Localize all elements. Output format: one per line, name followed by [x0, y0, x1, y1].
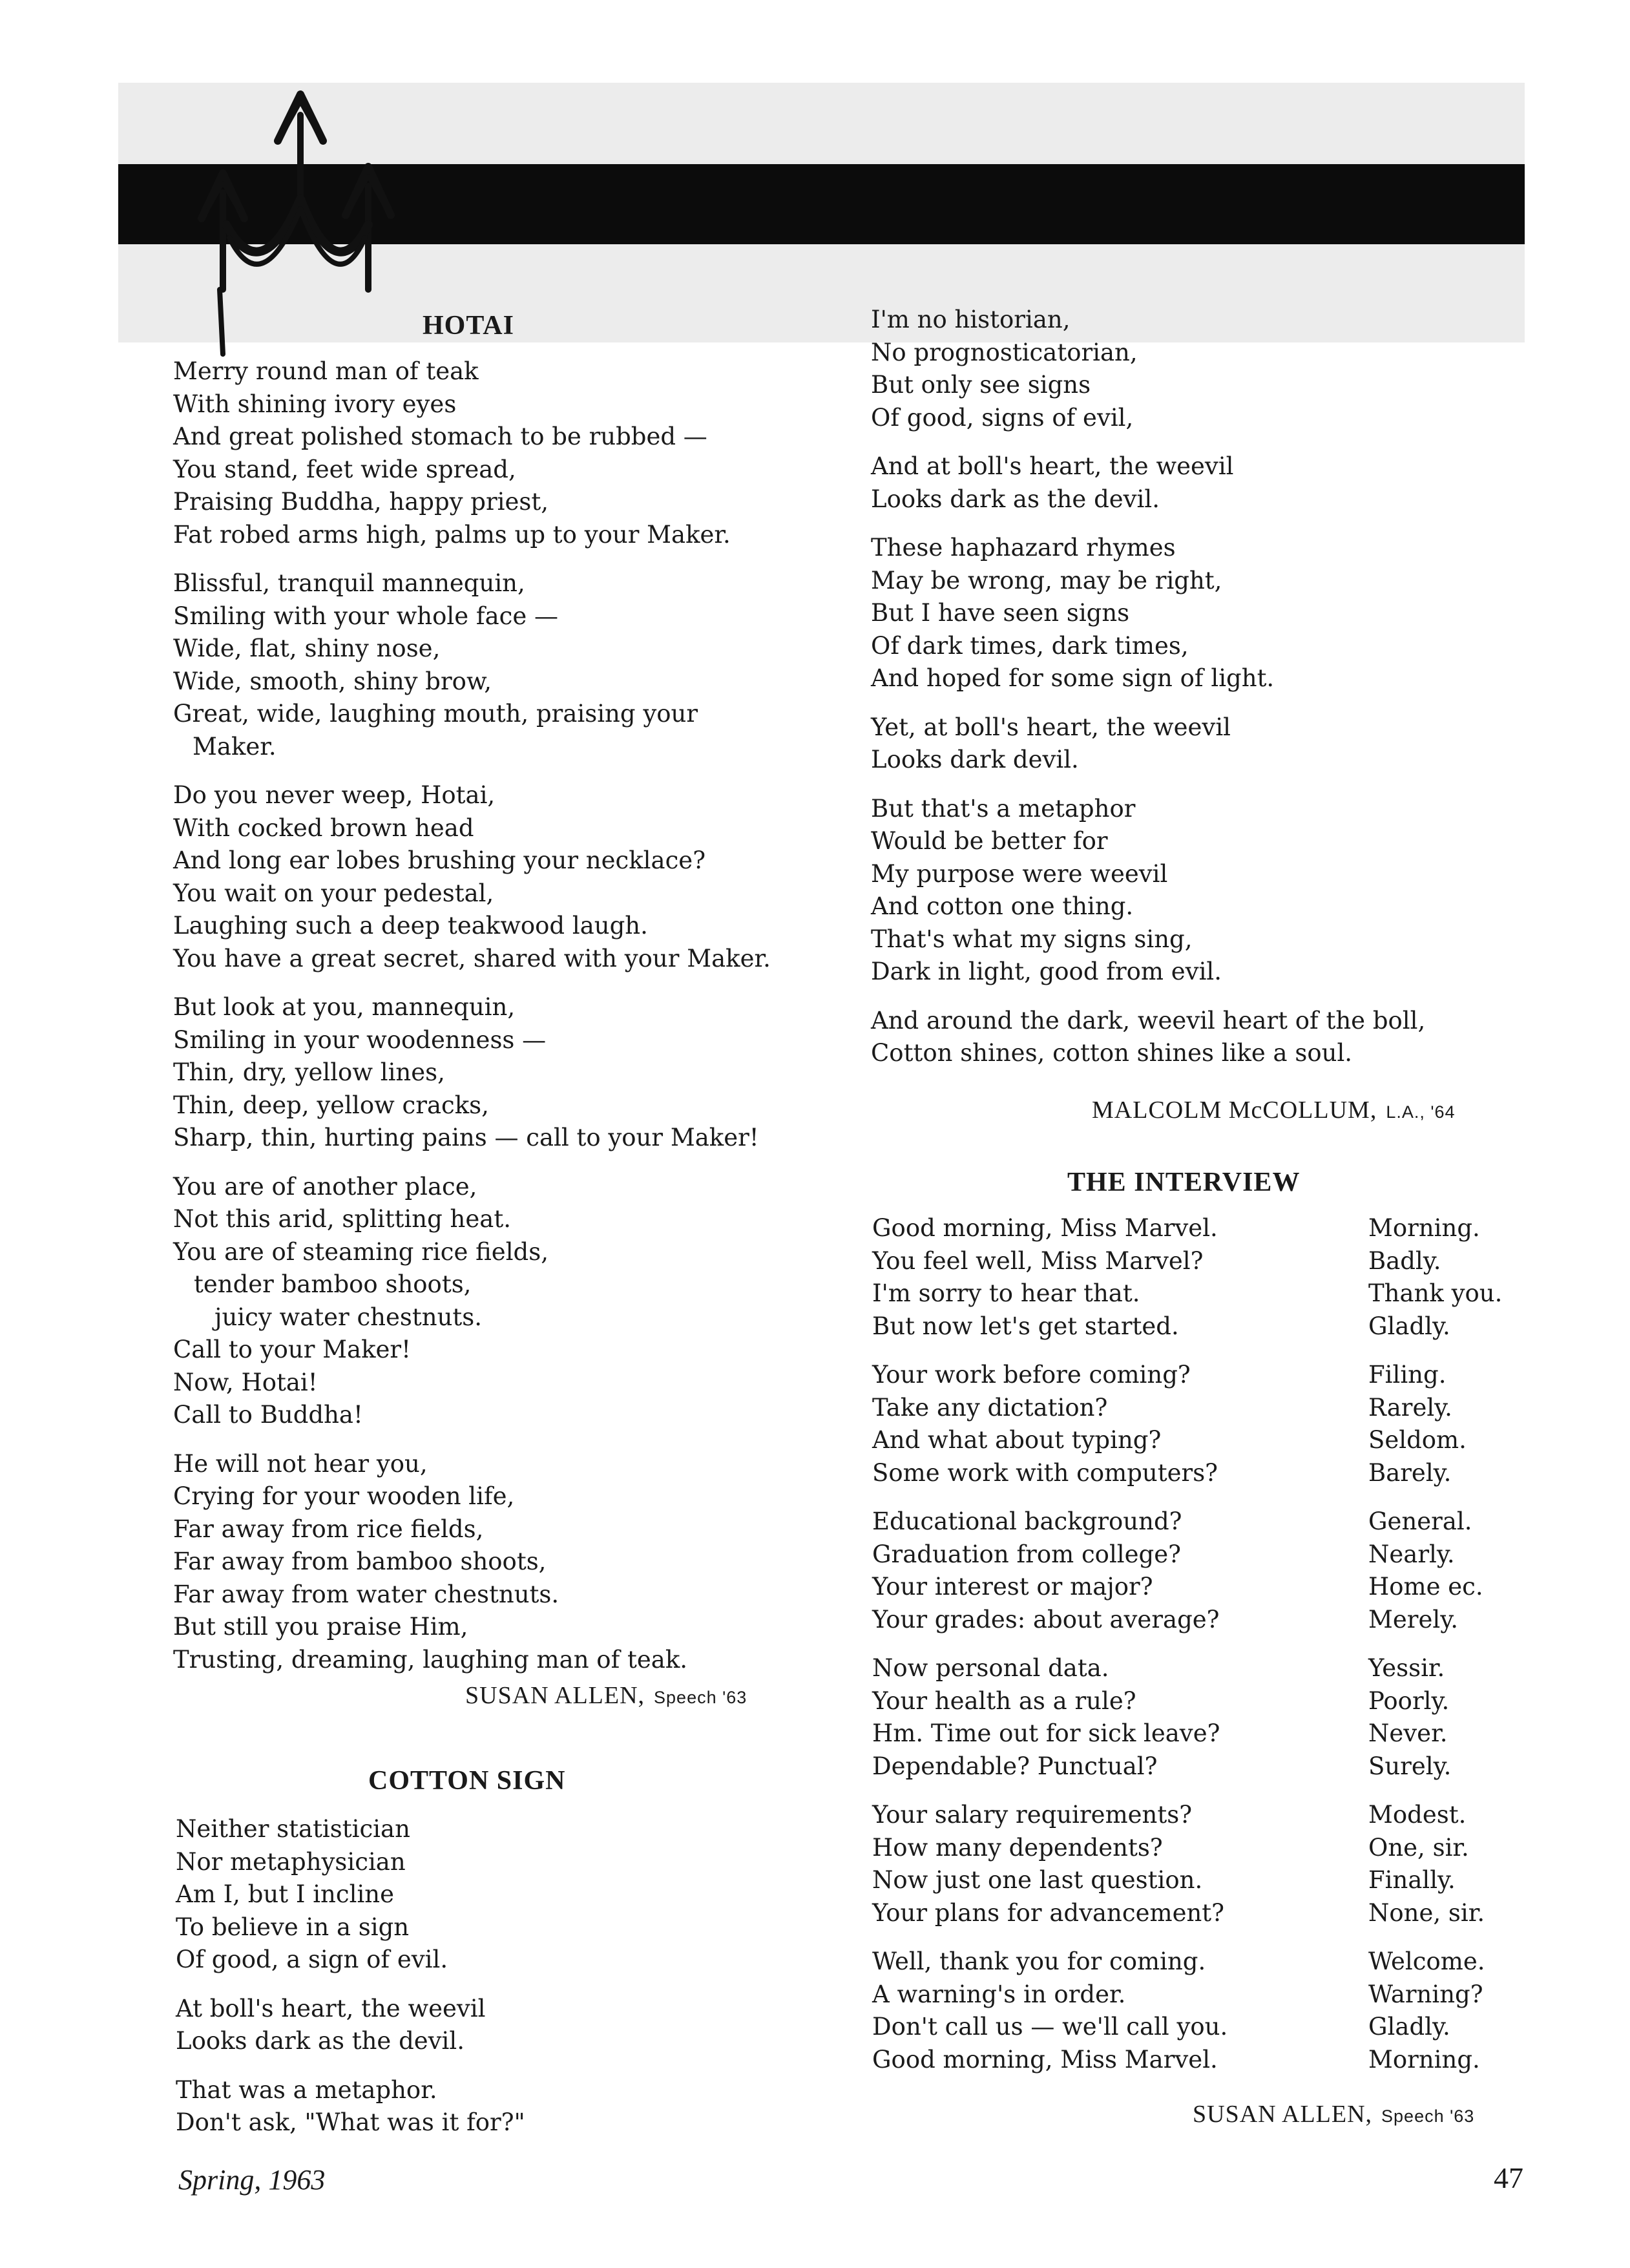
- poem-line: May be wrong, may be right,: [871, 566, 1222, 594]
- author-dept: Speech '63: [654, 1688, 747, 1707]
- poem-cotton-sign-part2: [871, 304, 1543, 1086]
- poem-line: Call to your Maker!: [173, 1336, 411, 1363]
- reply-line: Seldom.: [1368, 1426, 1467, 1454]
- dialogue-row: [872, 1652, 1531, 1685]
- poem-line: That was a metaphor.: [176, 2075, 437, 2104]
- poem-line: tender bamboo shoots,: [194, 1270, 472, 1298]
- page-number: 47: [1494, 2161, 1523, 2194]
- poem-line: Dark in light, good from evil.: [871, 958, 1222, 985]
- author-name: MALCOLM McCOLLUM,: [1092, 1097, 1377, 1124]
- interviewer-line: Hm. Time out for sick leave?: [872, 1719, 1220, 1747]
- interviewer-line: Take any dictation?: [872, 1393, 1108, 1422]
- poem-line: These haphazard rhymes: [871, 534, 1176, 562]
- poem-line: Praising Buddha, happy priest,: [173, 488, 549, 516]
- poem-cotton-sign-part1: [176, 1813, 822, 2156]
- poem-line: Maker.: [193, 732, 277, 761]
- stanza: [871, 304, 1543, 434]
- interviewer-line: Your interest or major?: [872, 1573, 1153, 1601]
- poem-line: Of dark times, dark times,: [871, 631, 1189, 660]
- reply-line: Morning.: [1368, 1214, 1480, 1242]
- reply-line: Merely.: [1368, 1605, 1458, 1633]
- poem-line: Thin, dry, yellow lines,: [173, 1058, 445, 1086]
- dialogue-row: [872, 1424, 1531, 1457]
- stanza: [871, 532, 1543, 695]
- interviewer-line: And what about typing?: [872, 1426, 1162, 1454]
- poem-line: Thin, deep, yellow cracks,: [173, 1091, 489, 1119]
- interviewer-line: Well, thank you for coming.: [872, 1948, 1206, 1975]
- stanza: [872, 1506, 1531, 1636]
- interviewer-line: You feel well, Miss Marvel?: [872, 1246, 1204, 1275]
- dialogue-row: [872, 1717, 1531, 1750]
- dialogue-row: [872, 1685, 1531, 1718]
- interviewer-line: I'm sorry to hear that.: [872, 1279, 1140, 1307]
- stanza: [872, 1652, 1531, 1783]
- poem-title-cotton-sign: COTTON SIGN: [368, 1766, 566, 1796]
- reply-line: Badly.: [1368, 1246, 1441, 1275]
- interviewer-line: Now personal data.: [872, 1654, 1109, 1682]
- poem-line: Would be better for: [871, 827, 1108, 855]
- interviewer-line: Your work before coming?: [872, 1361, 1191, 1389]
- stanza: [872, 1212, 1531, 1343]
- poem-line: My purpose were weevil: [871, 859, 1168, 888]
- reply-line: Nearly.: [1368, 1540, 1455, 1568]
- poem-line: You have a great secret, shared with your Maker.: [173, 944, 771, 972]
- poem-line: And great polished stomach to be rubbed —: [173, 423, 707, 450]
- dialogue-row: [872, 1571, 1531, 1604]
- poem-line: You stand, feet wide spread,: [173, 455, 516, 483]
- poem-line: Looks dark devil.: [871, 746, 1079, 773]
- interviewer-line: Dependable? Punctual?: [872, 1752, 1158, 1780]
- interviewer-line: Educational background?: [872, 1507, 1182, 1535]
- stanza: [173, 1171, 832, 1432]
- reply-line: Gladly.: [1368, 2013, 1450, 2041]
- reply-line: Welcome.: [1368, 1948, 1485, 1975]
- poem-line: And around the dark, weevil heart of the boll,: [871, 1006, 1426, 1034]
- stanza: [173, 355, 832, 551]
- stanza: [871, 450, 1543, 516]
- stanza: [173, 567, 832, 763]
- dialogue-row: [872, 1392, 1531, 1425]
- stanza: [176, 2074, 822, 2139]
- reply-line: Yessir.: [1368, 1654, 1445, 1682]
- reply-line: Morning.: [1368, 2045, 1480, 2074]
- byline-interview: [1193, 2100, 1474, 2128]
- poem-line: Far away from bamboo shoots,: [173, 1548, 547, 1575]
- poem-line: With cocked brown head: [173, 814, 474, 842]
- reply-line: General.: [1368, 1507, 1472, 1535]
- reply-line: Barely.: [1368, 1458, 1452, 1487]
- reply-line: Filing.: [1368, 1361, 1447, 1389]
- poem-line: To believe in a sign: [176, 1913, 410, 1941]
- dialogue-row: [872, 1538, 1531, 1571]
- poem-line: Not this arid, splitting heat.: [173, 1205, 511, 1233]
- poem-line: Wide, smooth, shiny brow,: [173, 667, 492, 695]
- poem-line: Looks dark as the devil.: [176, 2027, 465, 2055]
- stanza: [871, 711, 1543, 777]
- poem-line: But still you praise Him,: [173, 1613, 468, 1641]
- stanza: [173, 779, 832, 975]
- poem-line: And hoped for some sign of light.: [871, 664, 1275, 692]
- poem-line: And at boll's heart, the weevil: [871, 452, 1234, 480]
- interviewer-line: Your plans for advancement?: [872, 1898, 1225, 1927]
- poem-line: I'm no historian,: [871, 306, 1071, 333]
- poem-line: With shining ivory eyes: [173, 390, 457, 418]
- stanza: [173, 1448, 832, 1677]
- dialogue-row: [872, 1750, 1531, 1783]
- interviewer-line: Good morning, Miss Marvel.: [872, 2045, 1218, 2074]
- poem-line: Smiling in your woodenness —: [173, 1025, 547, 1054]
- poem-line: Yet, at boll's heart, the weevil: [871, 713, 1231, 741]
- dialogue-row: [872, 1864, 1531, 1897]
- reply-line: Surely.: [1368, 1752, 1452, 1780]
- poem-line: But look at you, mannequin,: [173, 993, 516, 1021]
- poem-line: Don't ask, "What was it for?": [176, 2108, 525, 2136]
- poem-line: Now, Hotai!: [173, 1368, 318, 1396]
- reply-line: One, sir.: [1368, 1833, 1469, 1862]
- poem-line: Smiling with your whole face —: [173, 602, 559, 630]
- dialogue-row: [872, 1799, 1531, 1832]
- poem-line: Laughing such a deep teakwood laugh.: [173, 912, 648, 940]
- poem-line: But only see signs: [871, 371, 1091, 399]
- poem-line: Call to Buddha!: [173, 1401, 363, 1429]
- poem-line: At boll's heart, the weevil: [176, 1994, 486, 2022]
- poem-line: That's what my signs sing,: [871, 925, 1193, 953]
- poem-line: Sharp, thin, hurting pains — call to your Maker!: [173, 1124, 759, 1151]
- reply-line: Never.: [1368, 1719, 1448, 1747]
- dialogue-row: [872, 2011, 1531, 2044]
- poem-line: But I have seen signs: [871, 599, 1130, 627]
- poem-line: Do you never weep, Hotai,: [173, 781, 496, 809]
- dialogue-row: [872, 2044, 1531, 2077]
- stanza: [872, 1946, 1531, 2076]
- poem-line: You wait on your pedestal,: [173, 879, 494, 907]
- poem-line: You are of steaming rice fields,: [173, 1237, 549, 1266]
- byline-hotai: [465, 1681, 747, 1710]
- author-dept: L.A., '64: [1386, 1102, 1456, 1122]
- stanza: [176, 1993, 822, 2058]
- stanza: [871, 1005, 1543, 1070]
- interviewer-line: A warning's in order.: [872, 1980, 1126, 2008]
- poem-line: Trusting, dreaming, laughing man of teak.: [173, 1645, 688, 1674]
- interviewer-line: Some work with computers?: [872, 1458, 1218, 1487]
- poem-line: He will not hear you,: [173, 1449, 428, 1478]
- dialogue-row: [872, 1245, 1531, 1278]
- poem-line: Looks dark as the devil.: [871, 485, 1160, 513]
- poem-line: Fat robed arms high, palms up to your Maker.: [173, 520, 731, 549]
- interviewer-line: Your grades: about average?: [872, 1605, 1220, 1633]
- reply-line: Gladly.: [1368, 1312, 1450, 1340]
- poem-title-hotai: HOTAI: [423, 311, 514, 341]
- poem-line: You are of another place,: [173, 1172, 477, 1201]
- reply-line: Finally.: [1368, 1866, 1456, 1894]
- interviewer-line: Your salary requirements?: [872, 1801, 1193, 1829]
- dialogue-row: [872, 1979, 1531, 2011]
- interviewer-line: Don't call us — we'll call you.: [872, 2013, 1228, 2041]
- interviewer-line: Now just one last question.: [872, 1866, 1203, 1894]
- byline-cotton-sign: [1092, 1096, 1456, 1124]
- interviewer-line: Graduation from college?: [872, 1540, 1181, 1568]
- dialogue-row: [872, 1277, 1531, 1310]
- dialogue-row: [872, 1359, 1531, 1392]
- dialogue-row: [872, 1604, 1531, 1637]
- dialogue-row: [872, 1310, 1531, 1343]
- dialogue-row: [872, 1897, 1531, 1930]
- poem-line: Far away from water chestnuts.: [173, 1580, 559, 1608]
- poem-line: No prognosticatorian,: [871, 338, 1138, 366]
- stanza: [872, 1799, 1531, 1929]
- dialogue-row: [872, 1832, 1531, 1865]
- dialogue-row: [872, 1457, 1531, 1490]
- reply-line: None, sir.: [1368, 1898, 1485, 1927]
- poem-title-interview: THE INTERVIEW: [1067, 1168, 1301, 1197]
- reply-line: Modest.: [1368, 1801, 1467, 1829]
- poem-line: Blissful, tranquil mannequin,: [173, 569, 525, 597]
- stanza: [871, 793, 1543, 989]
- poem-line: Great, wide, laughing mouth, praising your: [173, 700, 698, 728]
- interviewer-line: Your health as a rule?: [872, 1686, 1136, 1715]
- poem-line: And long ear lobes brushing your necklace?: [173, 846, 706, 874]
- interviewer-line: But now let's get started.: [872, 1312, 1179, 1340]
- poem-interview: [872, 1212, 1531, 2092]
- poem-line: Crying for your wooden life,: [173, 1482, 515, 1510]
- dialogue-row: [872, 1946, 1531, 1979]
- poem-line: Merry round man of teak: [173, 357, 479, 385]
- poem-line: Nor metaphysician: [176, 1847, 406, 1876]
- poem-hotai: [173, 355, 832, 1692]
- reply-line: Rarely.: [1368, 1393, 1452, 1422]
- poem-line: But that's a metaphor: [871, 794, 1136, 823]
- poem-line: And cotton one thing.: [871, 892, 1134, 920]
- reply-line: Warning?: [1368, 1980, 1483, 2008]
- stanza: [173, 991, 832, 1155]
- dialogue-row: [872, 1506, 1531, 1538]
- author-name: SUSAN ALLEN,: [1193, 2101, 1373, 2128]
- poem-line: Of good, signs of evil,: [871, 403, 1134, 432]
- interviewer-line: Good morning, Miss Marvel.: [872, 1214, 1218, 1242]
- poem-line: Wide, flat, shiny nose,: [173, 635, 441, 662]
- reply-line: Thank you.: [1368, 1279, 1503, 1307]
- author-name: SUSAN ALLEN,: [465, 1682, 645, 1709]
- issue-date: Spring, 1963: [178, 2164, 326, 2196]
- poem-line: Am I, but I incline: [176, 1880, 395, 1908]
- poem-line: Of good, a sign of evil.: [176, 1946, 448, 1973]
- stanza: [176, 1813, 822, 1977]
- author-dept: Speech '63: [1381, 2106, 1475, 2126]
- dialogue-row: [872, 1212, 1531, 1245]
- poem-line: Cotton shines, cotton shines like a soul.: [871, 1039, 1353, 1067]
- reply-line: Home ec.: [1368, 1573, 1483, 1601]
- poem-line: Far away from rice fields,: [173, 1515, 484, 1543]
- poem-line: Neither statistician: [176, 1815, 410, 1843]
- stanza: [872, 1359, 1531, 1489]
- poem-line: juicy water chestnuts.: [214, 1303, 483, 1331]
- arrows-logo-icon: [174, 76, 413, 361]
- reply-line: Poorly.: [1368, 1686, 1450, 1715]
- interviewer-line: How many dependents?: [872, 1833, 1163, 1862]
